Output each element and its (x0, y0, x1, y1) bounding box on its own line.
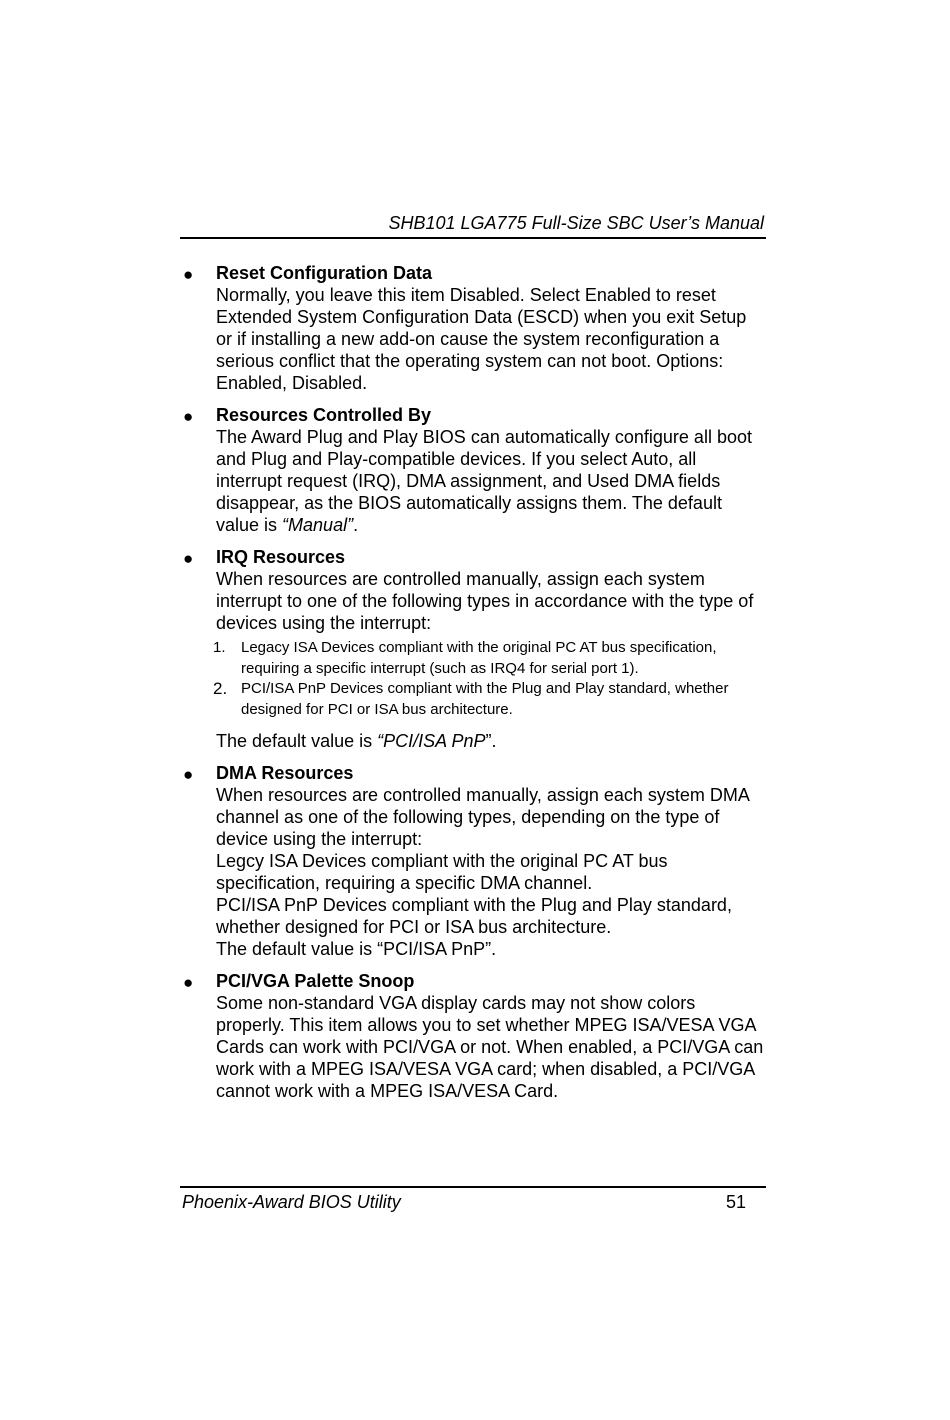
page-header-title: SHB101 LGA775 Full-Size SBC User’s Manual (388, 213, 764, 233)
section-paragraph: PCI/ISA PnP Devices compliant with the Plug and Play standard, whether designed for PCI or ISA bus architecture. (216, 895, 732, 937)
default-value-line (216, 730, 766, 752)
section-pci-vga-palette-snoop (180, 970, 766, 1102)
list-item-text: PCI/ISA PnP Devices compliant with the Plug and Play standard, whether designed for PCI or ISA bus architecture. (241, 680, 729, 718)
bullet-icon: ● (183, 549, 194, 568)
paragraph-text-end: . (353, 515, 359, 535)
section-reset-configuration-data (180, 262, 766, 394)
section-paragraph (216, 426, 766, 536)
section-body (216, 284, 766, 394)
section-body (213, 568, 766, 752)
footer-divider (180, 1186, 766, 1188)
section-paragraph: Legcy ISA Devices compliant with the original PC AT bus specification, requiring a specific DMA channel. (216, 851, 668, 893)
bullet-icon: ● (183, 265, 194, 284)
section-irq-resources (180, 546, 766, 752)
bullet-icon: ● (183, 407, 194, 426)
section-title: IRQ Resources (216, 547, 346, 567)
list-item-number: 1. (213, 639, 226, 656)
numbered-list (213, 638, 766, 720)
page-content (180, 262, 766, 1112)
section-body (216, 426, 766, 536)
footer-chapter-title: Phoenix-Award BIOS Utility (182, 1192, 401, 1212)
bullet-icon: ● (183, 973, 194, 992)
default-value-label: The default value is (216, 731, 378, 751)
default-value-emphasis: “PCI/ISA PnP (377, 731, 486, 751)
list-item-number: 2. (213, 679, 228, 698)
section-dma-resources (180, 762, 766, 960)
section-title: PCI/VGA Palette Snoop (216, 971, 415, 991)
list-item (213, 679, 766, 720)
section-resources-controlled-by (180, 404, 766, 536)
section-paragraph: When resources are controlled manually, assign each system interrupt to one of the following types in accordance with the type of devices using the interrupt: (216, 569, 754, 633)
section-paragraph: The default value is “PCI/ISA PnP”. (216, 939, 497, 959)
section-paragraph: When resources are controlled manually, assign each system DMA channel as one of the following types, depending on the type of device using the interrupt: (216, 785, 749, 849)
section-body (216, 992, 766, 1102)
paragraph-text: The Award Plug and Play BIOS can automatically configure all boot and Plug and Play-compatible devices. If you select Auto, all interrupt request (IRQ), DMA assignment, and Used DMA fields disappear, as the BIOS automatically assigns them. The default value is (216, 427, 752, 535)
section-title: Resources Controlled By (216, 405, 432, 425)
section-title: DMA Resources (216, 763, 354, 783)
list-item-text: Legacy ISA Devices compliant with the original PC AT bus specification, requiring a specific interrupt (such as IRQ4 for serial port 1). (241, 639, 717, 677)
section-body (216, 784, 766, 960)
bullet-icon: ● (183, 765, 194, 784)
section-title: Reset Configuration Data (216, 263, 433, 283)
default-value-end: ”. (485, 731, 497, 751)
default-value-emphasis: “Manual” (282, 515, 354, 535)
section-paragraph: Normally, you leave this item Disabled. Select Enabled to reset Extended System Configuration Data (ESCD) when you exit Setup or if installing a new add-on cause the system reconfiguration a serious conflict that the operating system can not boot. Options: Enabled, Disabled. (216, 285, 747, 393)
page-number: 51 (725, 1192, 746, 1212)
section-paragraph: Some non-standard VGA display cards may not show colors properly. This item allows you to set whether MPEG ISA/VESA VGA Cards can work with PCI/VGA or not. When enabled, a PCI/VGA can work with a MPEG ISA/VESA VGA card; when disabled, a PCI/VGA cannot work with a MPEG ISA/VESA Card. (216, 993, 764, 1101)
header-divider (180, 237, 766, 239)
list-item (213, 638, 766, 679)
